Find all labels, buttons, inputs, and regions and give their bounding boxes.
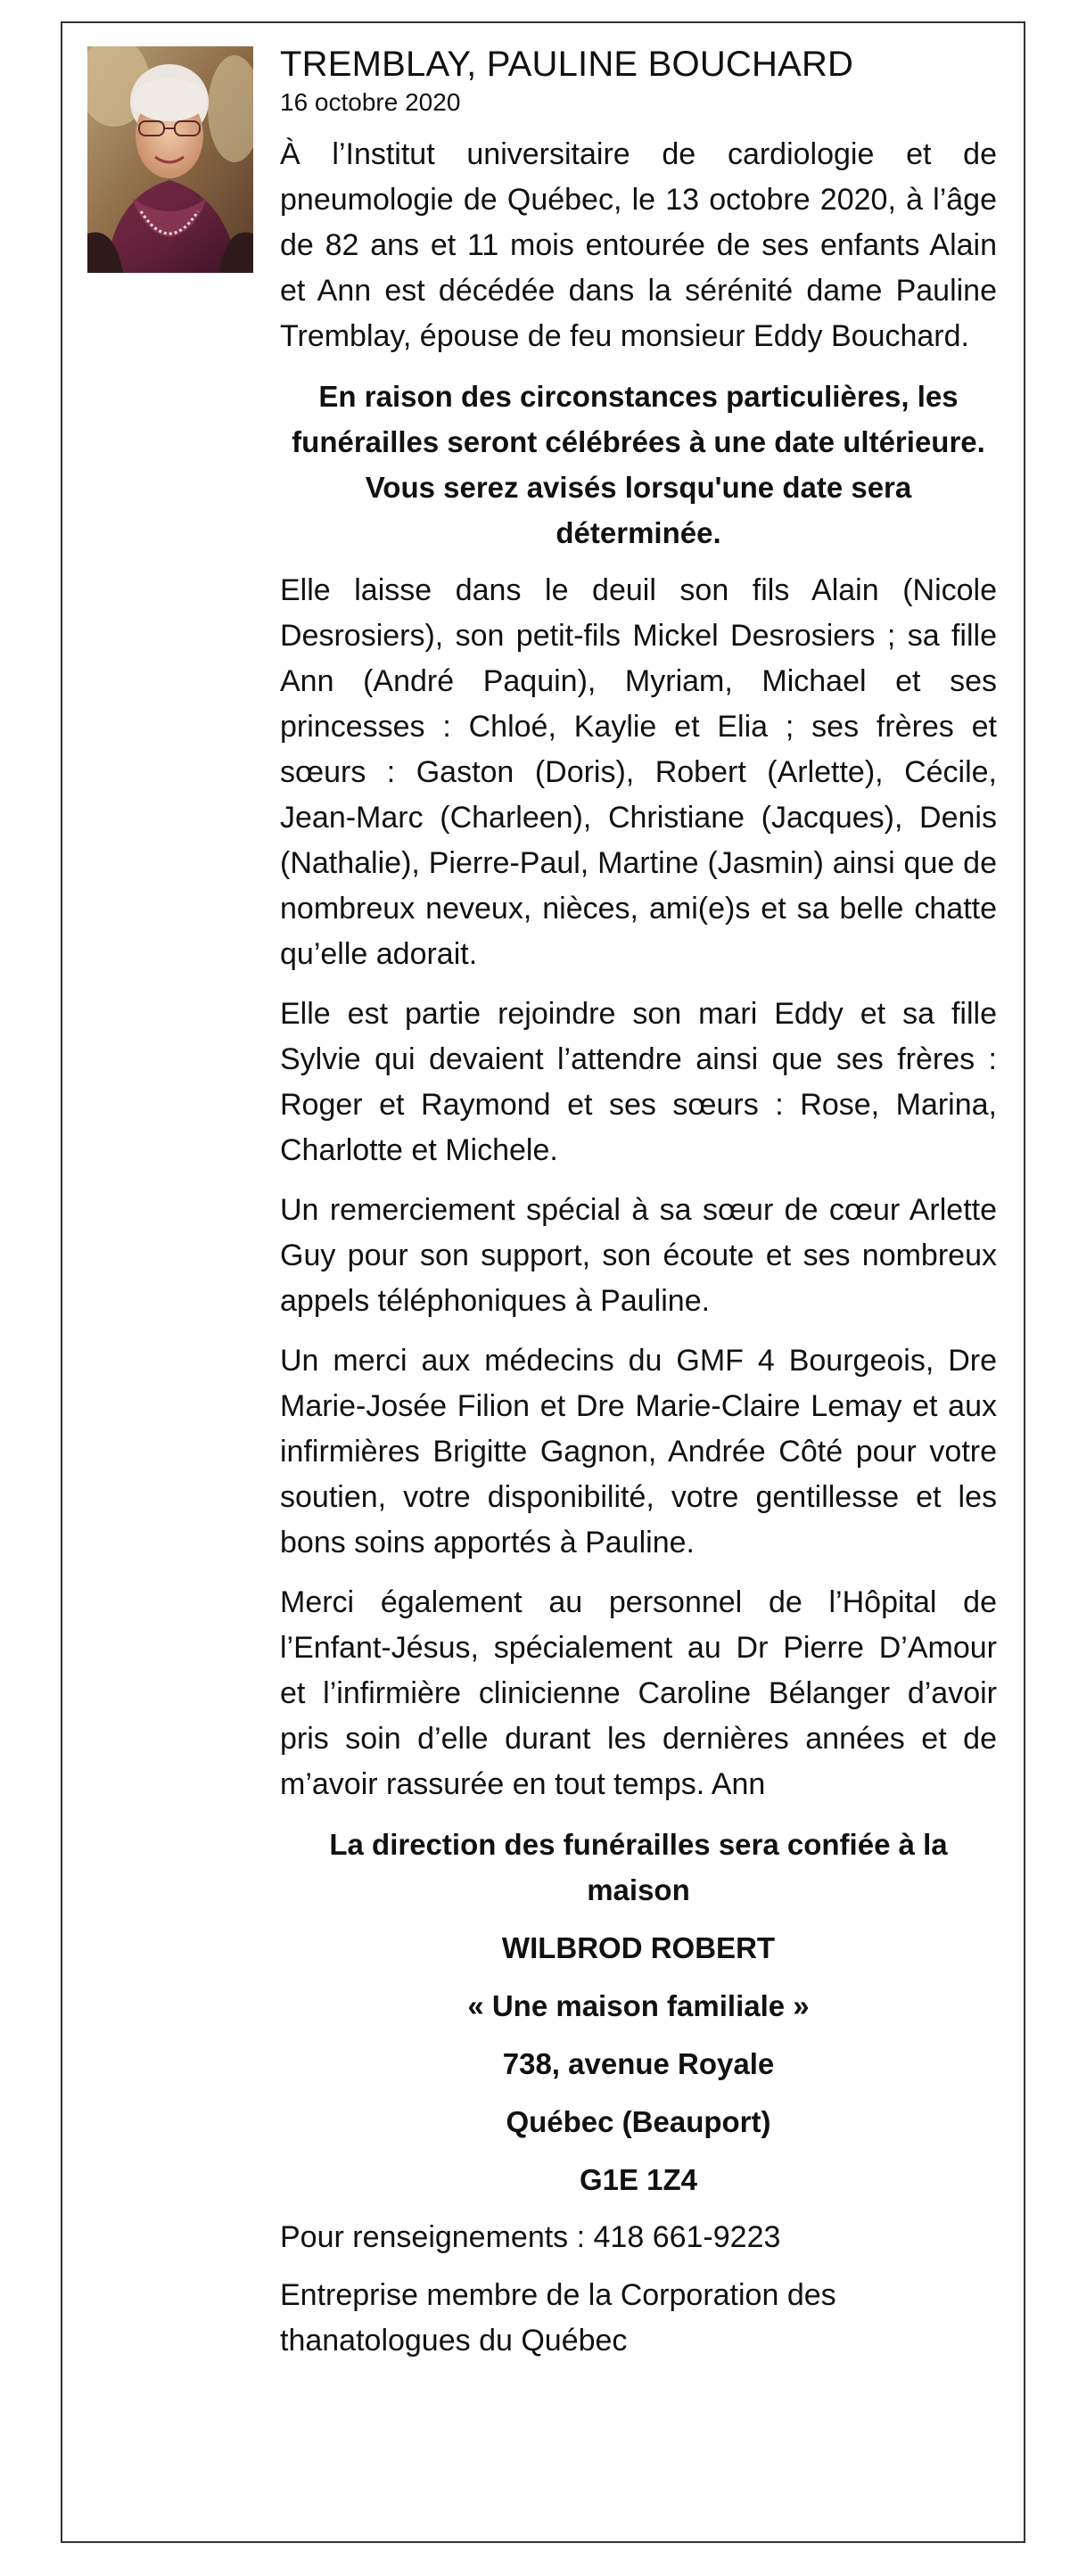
funeral-home-street: 738, avenue Royale: [502, 2047, 775, 2080]
family-paragraph: Elle laisse dans le deuil son fils Alain (Nicole Desrosiers), son petit-fils Mickel Desrosiers ; sa fille Ann (André Paquin), Myriam, Michael et ses princesses : Chloé, Kaylie et Elia ; ses frères et sœurs : Gaston (Doris), Robert (Arlette), Cécile, Jean-Marc (Charleen), Christiane (Jacques), Denis (Nathalie), Pierre-Paul, Martine (Jasmin) ainsi que de nombreux neveux, nièces, ami(e)s et sa belle chatte qu’elle adorait.: [280, 573, 997, 971]
funeral-home-name: WILBROD ROBERT: [501, 1931, 776, 1964]
predeceased-paragraph: Elle est partie rejoindre son mari Eddy et sa fille Sylvie qui devaient l’attendre ainsi que ses frères : Roger et Raymond et ses sœurs : Rose, Marina, Charlotte et Michele.: [280, 997, 997, 1167]
death-paragraph: À l’Institut universitaire de cardiologie et de pneumologie de Québec, le 13 octobre 2020, à l’âge de 82 ans et 11 mois entourée de ses enfants Alain et Ann est décédée dans la sérénité dame Pauline Tremblay, épouse de feu monsieur Eddy Bouchard.: [280, 137, 997, 353]
thanks-paragraph-1: Un remerciement spécial à sa sœur de cœur Arlette Guy pour son support, son écoute et ses nombreux appels téléphoniques à Pauline.: [280, 1193, 997, 1318]
funeral-home-slogan: « Une maison familiale »: [467, 1989, 810, 2022]
deceased-name: TREMBLAY, PAULINE BOUCHARD: [280, 45, 854, 84]
portrait-image: [87, 46, 253, 273]
thanks-paragraph-3: Merci également au personnel de l’Hôpital de l’Enfant-Jésus, spécialement au Dr Pierre D’Amour et l’infirmière clinicienne Caroline Bélanger d’avoir pris soin d’elle durant les dernières années et de m’avoir rassurée en tout temps. Ann: [280, 1585, 997, 1801]
funeral-announcement: En raison des circonstances particulières, les funérailles seront célébrées à une date ultérieure. Vous serez avisés lorsqu'une date sera déterminée.: [292, 380, 985, 549]
funeral-home-heading: La direction des funérailles sera confiée à la maison: [329, 1828, 948, 1906]
membership-info: Entreprise membre de la Corporation des thanatologues du Québec: [280, 2278, 836, 2358]
publication-date: 16 octobre 2020: [280, 88, 461, 116]
notice-content: [280, 43, 997, 2376]
contact-info: Pour renseignements : 418 661-9223: [280, 2220, 781, 2254]
portrait-photo: [87, 46, 253, 273]
funeral-home-city: Québec (Beauport): [506, 2105, 771, 2138]
funeral-home-postal-code: G1E 1Z4: [579, 2163, 698, 2196]
thanks-paragraph-2: Un merci aux médecins du GMF 4 Bourgeois, Dre Marie-Josée Filion et Dre Marie-Claire Lemay et aux infirmières Brigitte Gagnon, Andrée Côté pour votre soutien, votre disponibilité, votre gentillesse et les bons soins apportés à Pauline.: [280, 1344, 997, 1560]
